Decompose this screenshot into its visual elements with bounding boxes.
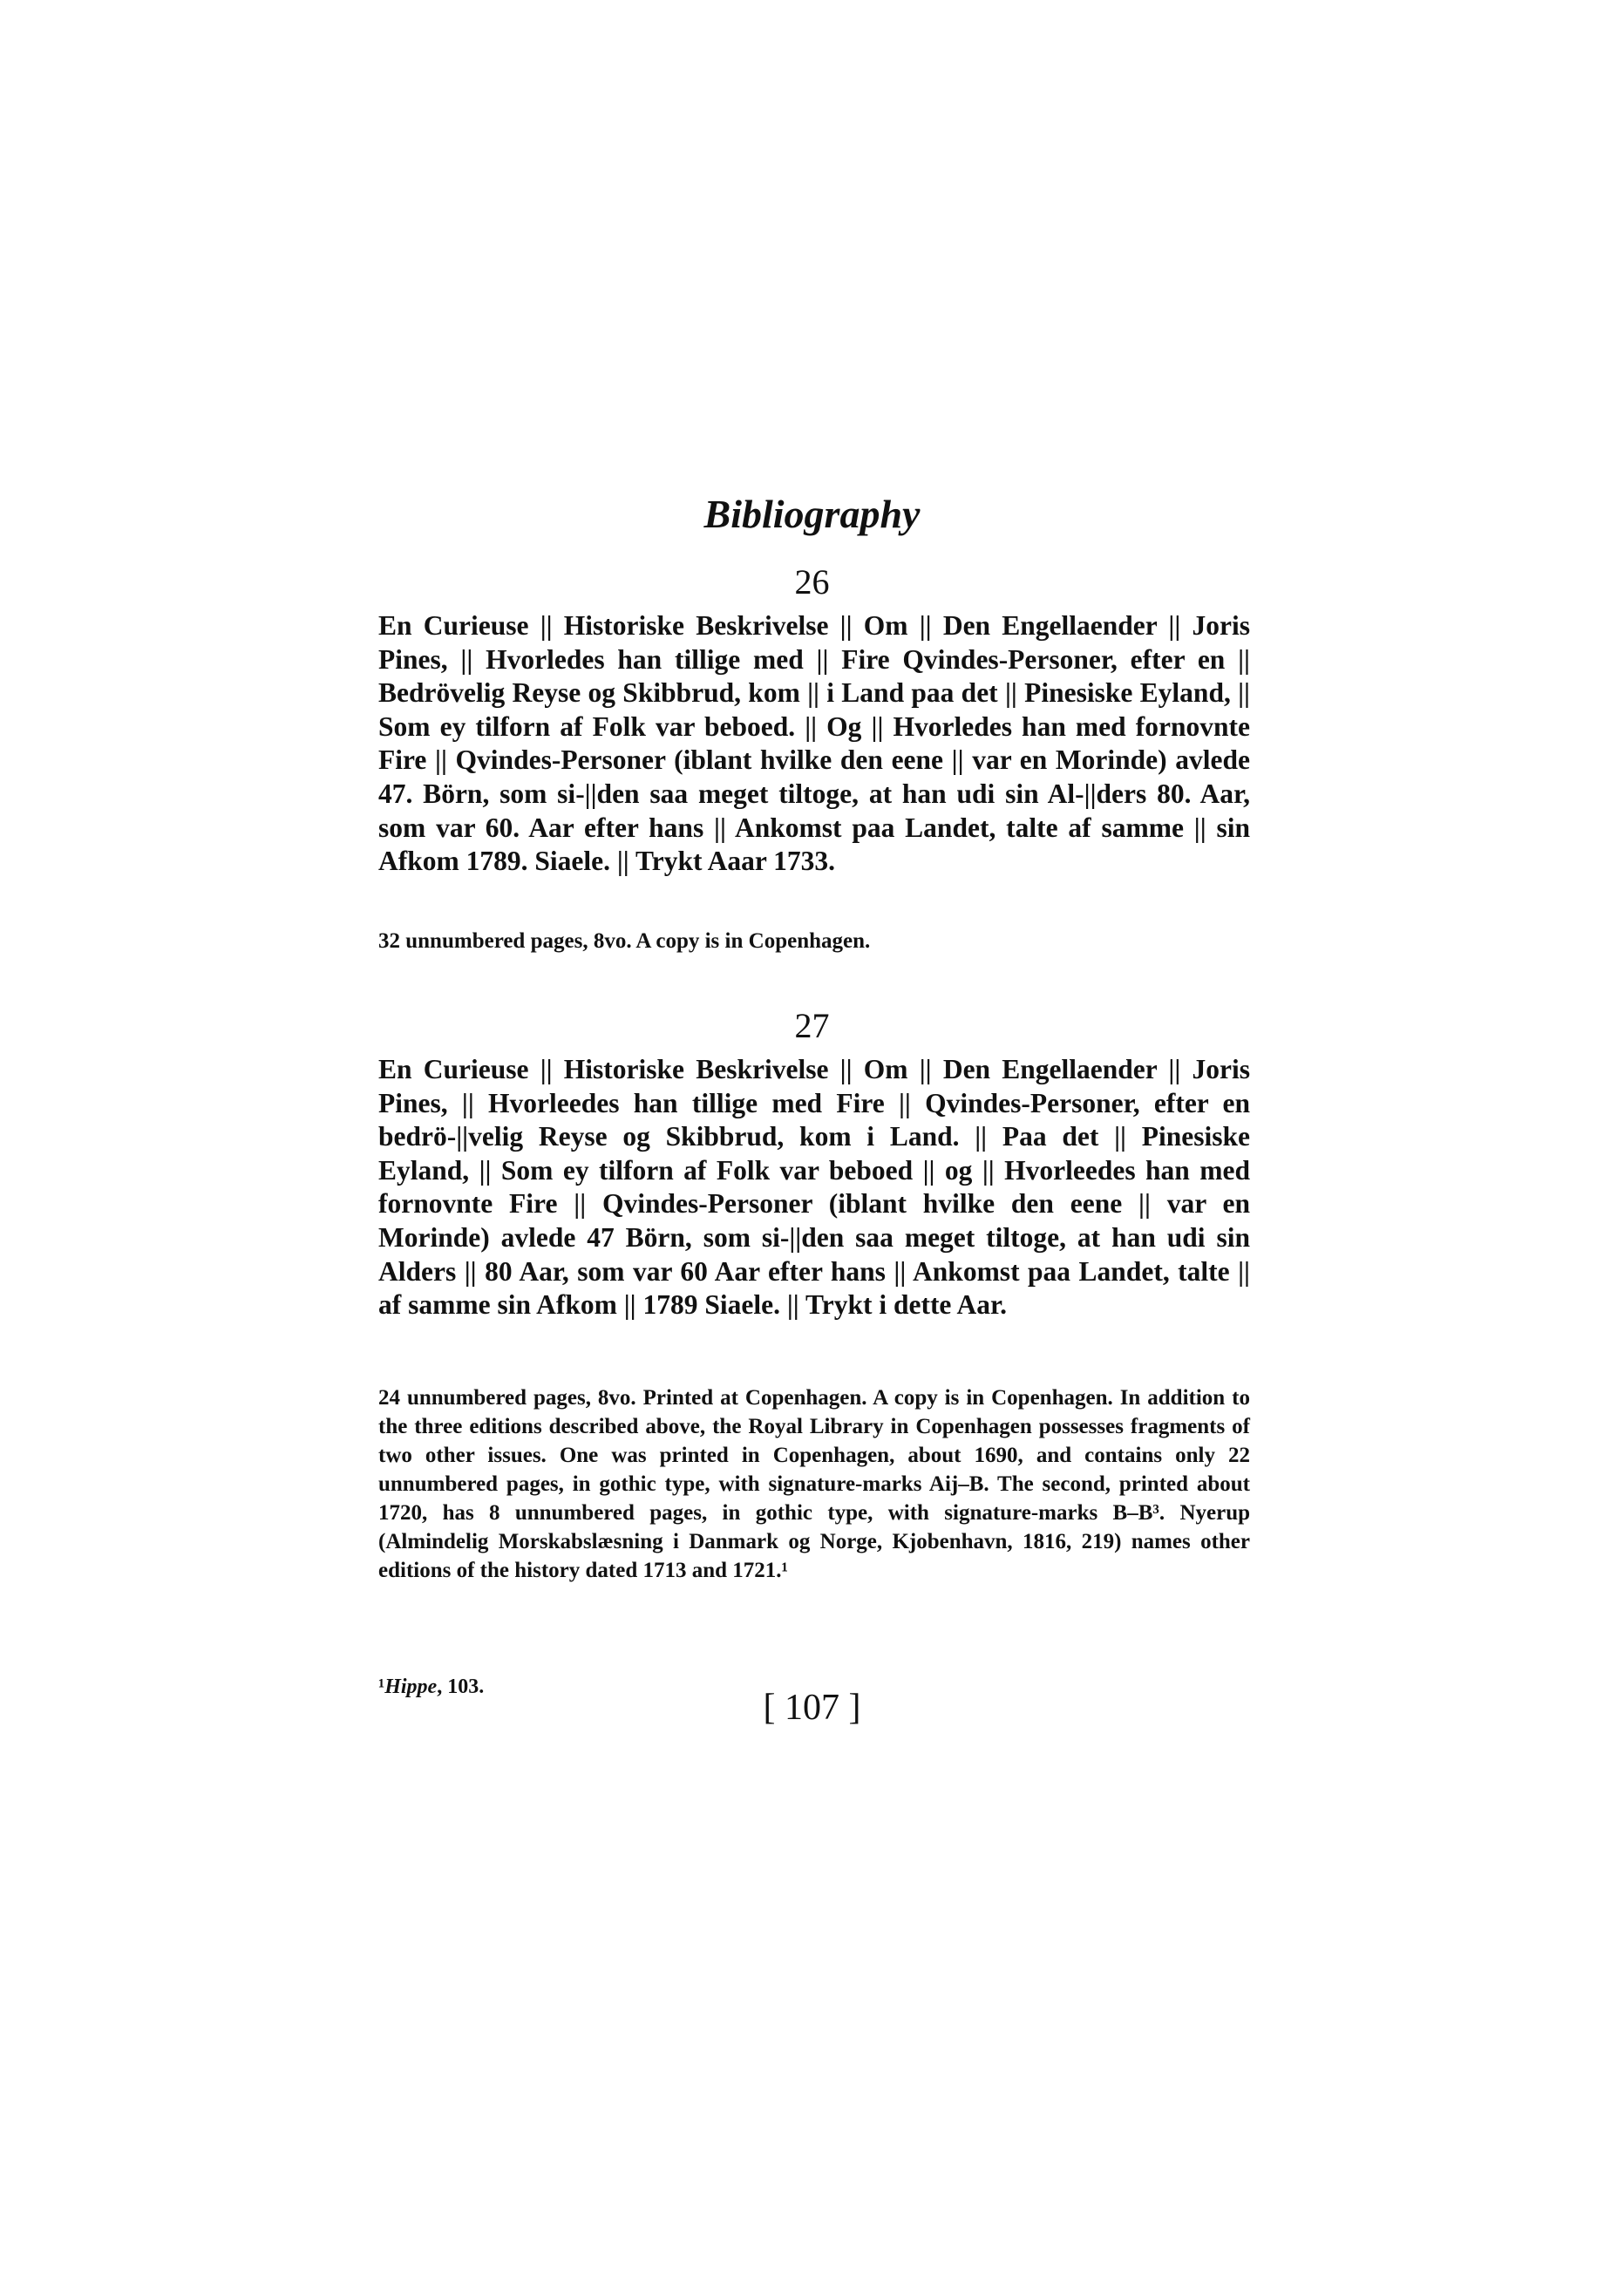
entry-27-number: 27: [794, 1006, 830, 1045]
entry-27-note: 24 unnumbered pages, 8vo. Printed at Copenhagen. A copy is in Copenhagen. In addition to the three editions described above, the Royal Library in Copenhagen possesses fragments of two other issues. One was printed in Copenhagen, about 1690, and contains only 22 unnumbered pages, in gothic type, with signature-marks Aij–B. The second, printed about 1720, has 8 unnumbered pages, in gothic type, with signature-marks B–B³. Nyerup (Almindelig Morskabslæsning i Danmark og Norge, Kjobenhavn, 1816, 219) names other editions of the history dated 1713 and 1721.¹: [378, 1386, 1250, 1582]
footnote-title: Hippe: [384, 1675, 438, 1698]
entry-26-note: 32 unnumbered pages, 8vo. A copy is in Copenhagen.: [378, 929, 871, 953]
entry-26-title-text: En Curieuse || Historiske Beskrivelse || Om || Den Engellaender || Joris Pines, || Hvorledes han tillige med || Fire Qvindes-Personer, efter en || Bedrövelig Reyse og Skibbrud, kom || i Land paa det || Pinesiske Eyland, || Som ey tilforn af Folk var beboed. || Og || Hvorledes han med fornovnte Fire || Qvindes-Personer (iblant hvilke den eene || var en Morinde) avlede 47. Börn, som si-||den saa meget tiltoge, at han udi sin Al-||ders 80. Aar, som var 60. Aar efter hans || Ankomst paa Landet, talte af samme || sin Afkom 1789. Siaele. || Trykt Aaar 1733.: [378, 610, 1250, 877]
entry-26-number: 26: [794, 562, 830, 602]
running-title: Bibliography: [703, 492, 921, 536]
footnote-reference: , 103.: [437, 1675, 485, 1698]
page-number: [ 107 ]: [763, 1688, 861, 1728]
entry-27-title-text: En Curieuse || Historiske Beskrivelse || Om || Den Engellaender || Joris Pines, || Hvorleedes han tillige med Fire || Qvindes-Personer, efter en bedrö-||velig Reyse og Skibbrud, kom i Land. || Paa det || Pinesiske Eyland, || Som ey tilforn af Folk var beboed || og || Hvorleedes han med fornovnte Fire || Qvindes-Personer (iblant hvilke den eene || var en Morinde) avlede 47 Börn, som si-||den saa meget tiltoge, at han udi sin Alders || 80 Aar, som var 60 Aar efter hans || Ankomst paa Landet, talte || af samme sin Afkom || 1789 Siaele. || Trykt i dette Aar.: [378, 1054, 1250, 1321]
footnote-marker: ¹: [378, 1675, 385, 1698]
